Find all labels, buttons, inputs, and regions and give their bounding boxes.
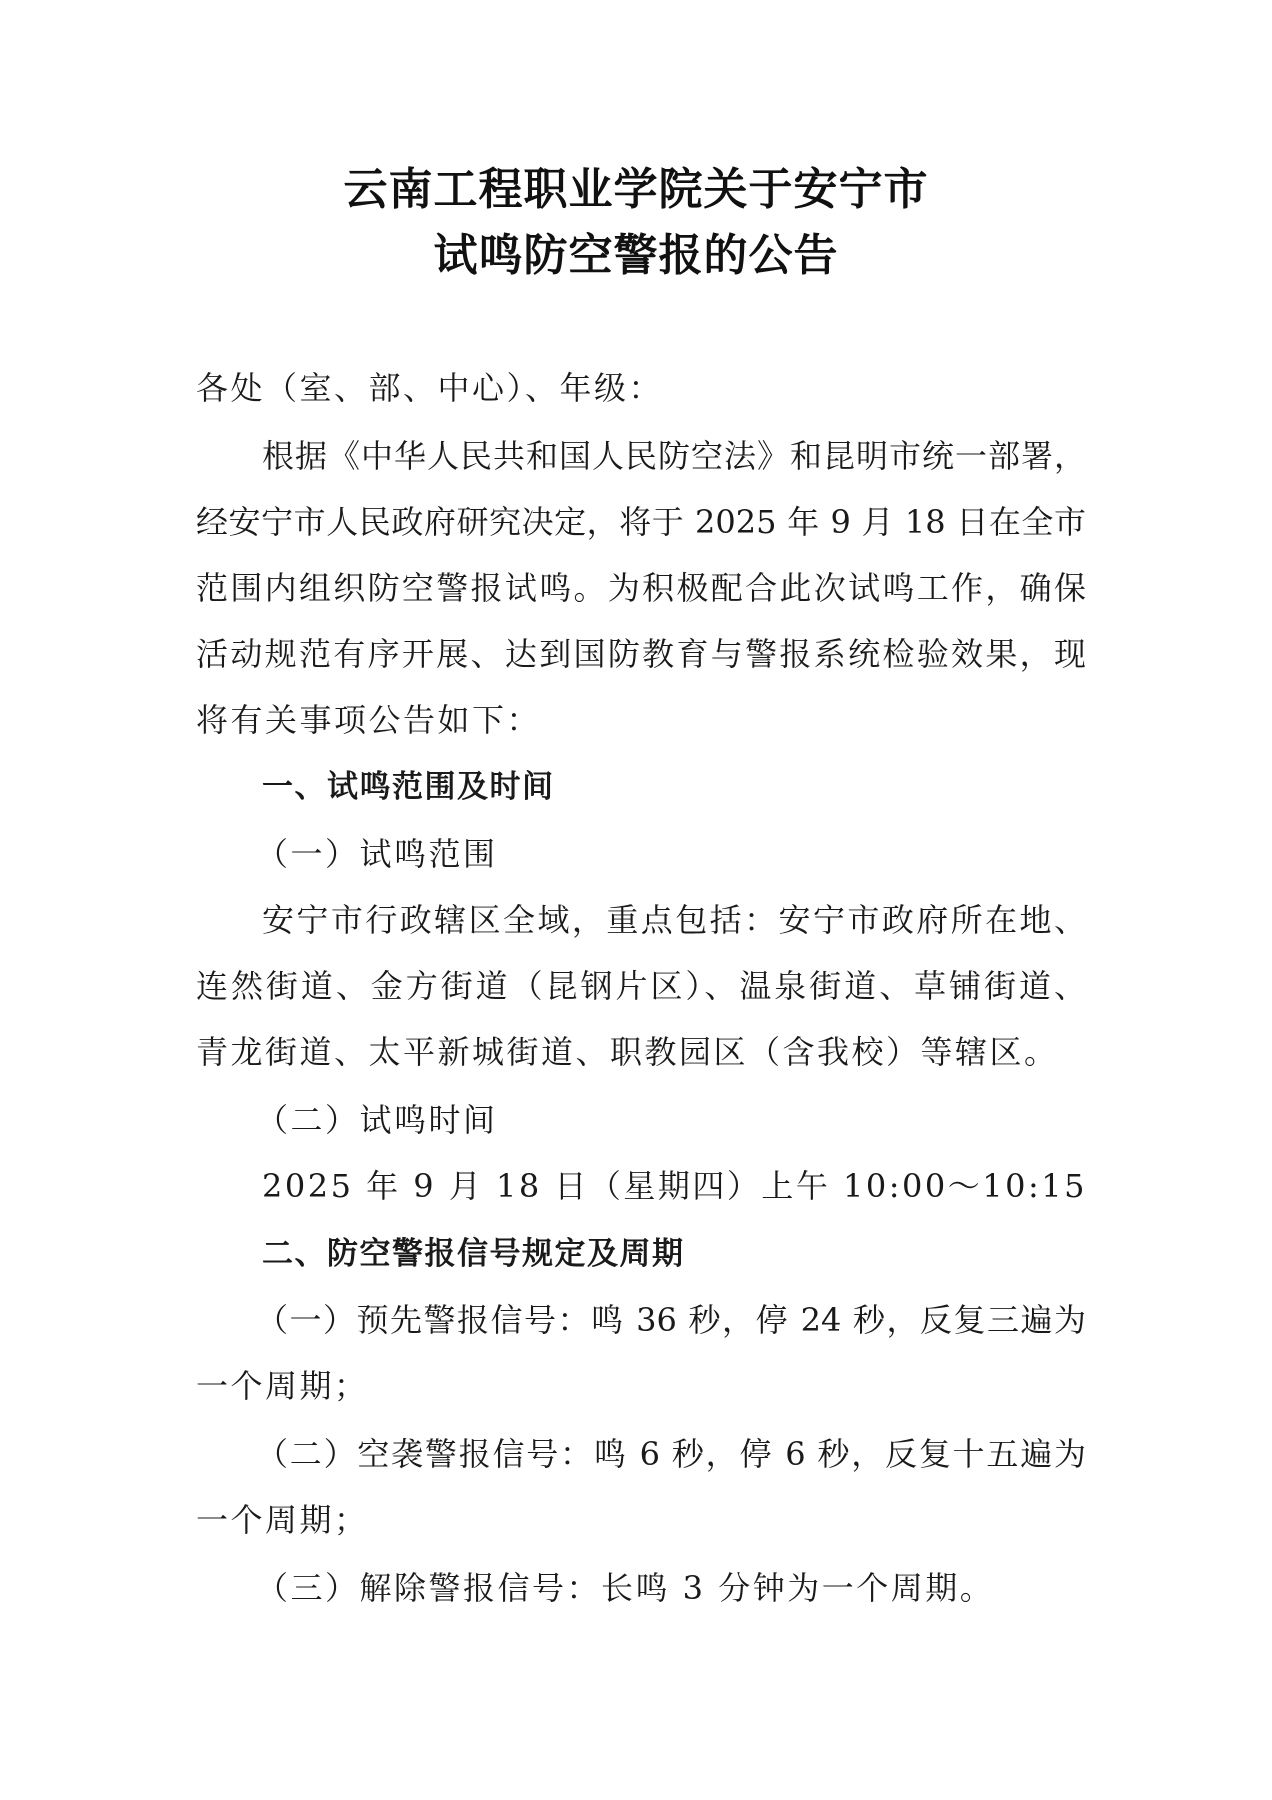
signal-item-3-line-1: （三）解除警报信号：长鸣 3 分钟为一个周期。 [256,1569,995,1607]
scope-line-2: 连然街道、金方街道（昆钢片区）、温泉街道、草铺街道、 [196,967,1086,1005]
signal-item-1-line-1: （一）预先警报信号：鸣 36 秒，停 24 秒，反复三遍为 [256,1301,1086,1339]
section-1-sub-1-heading: （一）试鸣范围 [256,835,498,873]
drill-time: 2025 年 9 月 18 日（星期四）上午 10:00～10:15 [262,1167,1087,1205]
scope-line-1: 安宁市行政辖区全域，重点包括：安宁市政府所在地、 [262,901,1086,939]
document-title-line-2: 试鸣防空警报的公告 [433,230,839,281]
signal-item-1-line-2: 一个周期； [196,1367,369,1405]
section-1-heading: 一、试鸣范围及时间 [262,769,555,805]
scope-line-3: 青龙街道、太平新城街道、职教园区（含我校）等辖区。 [196,1033,1059,1071]
document-title-line-1: 云南工程职业学院关于安宁市 [343,164,929,215]
intro-line-5: 将有关事项公告如下： [196,701,542,739]
section-1-sub-2-heading: （二）试鸣时间 [256,1101,498,1139]
intro-line-3: 范围内组织防空警报试鸣。为积极配合此次试鸣工作，确保 [196,569,1086,607]
intro-line-4: 活动规范有序开展、达到国防教育与警报系统检验效果，现 [196,635,1086,673]
intro-line-1: 根据《中华人民共和国人民防空法》和昆明市统一部署， [262,437,1086,475]
intro-line-2: 经安宁市人民政府研究决定，将于 2025 年 9 月 18 日在全市 [196,503,1086,541]
signal-item-2-line-2: 一个周期； [196,1501,369,1539]
section-2-heading: 二、防空警报信号规定及周期 [262,1236,685,1272]
salutation: 各处（室、部、中心）、年级： [196,369,664,407]
signal-item-2-line-1: （二）空袭警报信号：鸣 6 秒，停 6 秒，反复十五遍为 [256,1435,1086,1473]
